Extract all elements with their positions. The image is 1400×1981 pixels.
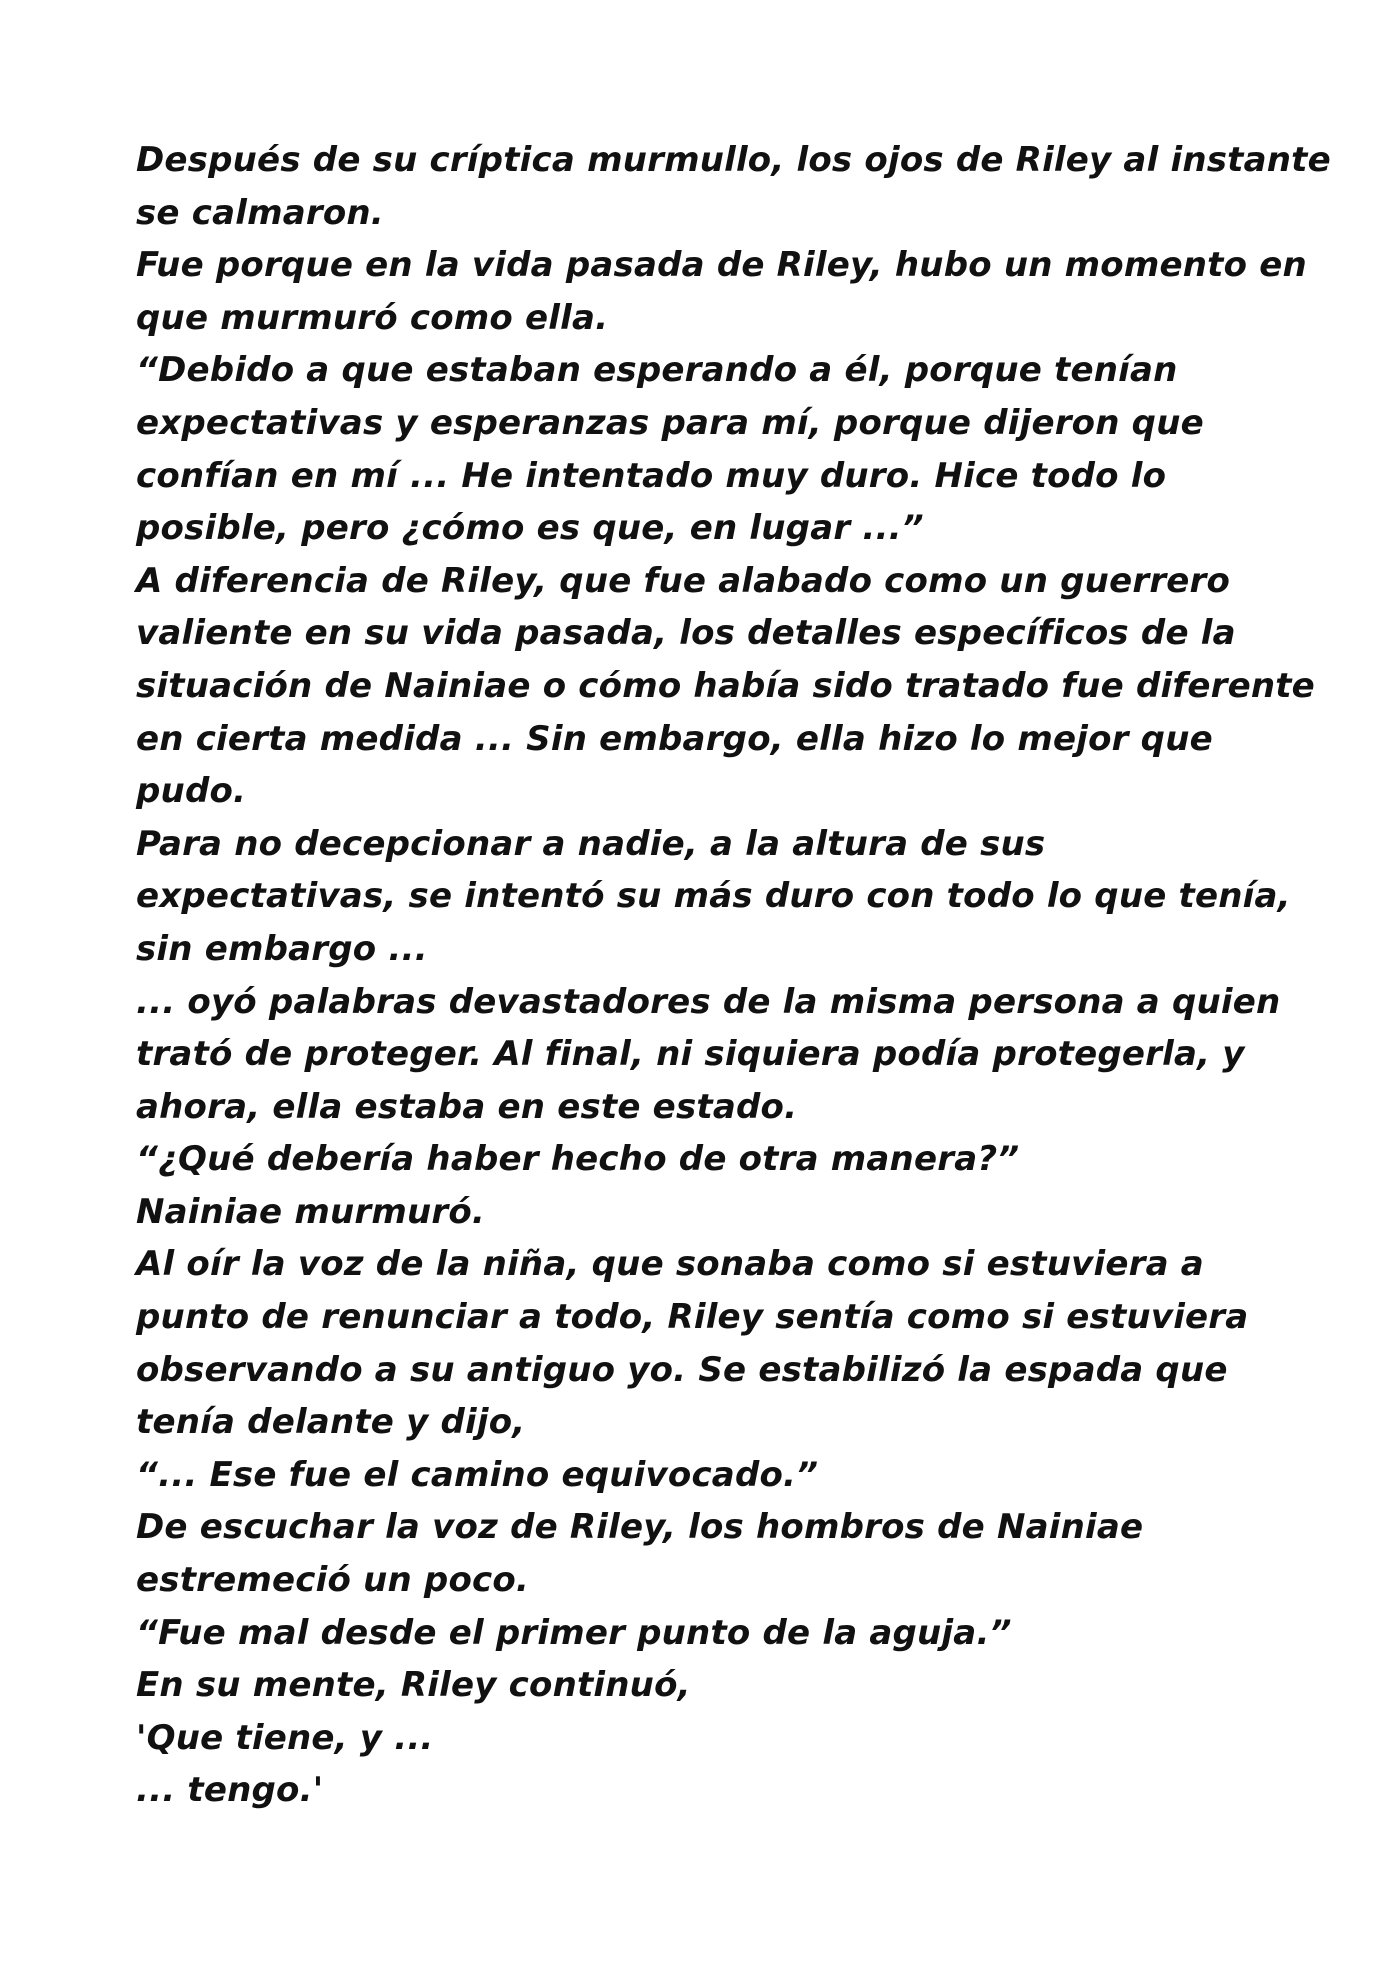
text-line: expectativas, se intentó su más duro con todo lo que tenía,: [136, 876, 1291, 917]
text-line: En su mente, Riley continuó,: [136, 1665, 691, 1706]
text-line: “... Ese fue el camino equivocado.”: [136, 1454, 819, 1495]
text-line: 'Que tiene, y ...: [136, 1717, 434, 1758]
text-line: A diferencia de Riley, que fue alabado como un guerrero: [136, 560, 1231, 601]
text-line: punto de renunciar a todo, Riley sentía como si estuviera: [136, 1297, 1249, 1338]
text-line: “Debido a que estaban esperando a él, porque tenían: [136, 350, 1178, 391]
text-line: Al oír la voz de la niña, que sonaba como si estuviera a: [136, 1244, 1204, 1285]
text-line: posible, pero ¿cómo es que, en lugar ...”: [136, 508, 924, 549]
text-line: ... tengo.': [136, 1770, 324, 1811]
text-line: en cierta medida ... Sin embargo, ella hizo lo mejor que: [136, 718, 1213, 759]
text-line: Fue porque en la vida pasada de Riley, hubo un momento en: [136, 245, 1307, 286]
text-line: estremeció un poco.: [136, 1560, 530, 1601]
text-line: valiente en su vida pasada, los detalles específicos de la: [136, 613, 1236, 654]
text-line: “Fue mal desde el primer punto de la aguja.”: [136, 1612, 1012, 1653]
text-line: situación de Nainiae o cómo había sido tratado fue diferente: [136, 665, 1315, 706]
text-line: sin embargo ...: [136, 928, 428, 969]
text-line: se calmaron.: [136, 192, 384, 233]
text-line: observando a su antiguo yo. Se estabilizó la espada que: [136, 1349, 1228, 1390]
text-line: trató de proteger. Al final, ni siquiera podía protegerla, y: [136, 1034, 1245, 1075]
text-line: ... oyó palabras devastadores de la misma persona a quien: [136, 981, 1281, 1022]
text-line: que murmuró como ella.: [136, 297, 609, 338]
text-line: Nainiae murmuró.: [136, 1191, 486, 1232]
text-line: confían en mí ... He intentado muy duro. Hice todo lo: [136, 455, 1167, 496]
text-line: “¿Qué debería haber hecho de otra manera?”: [136, 1139, 1020, 1180]
body-text: [136, 134, 1331, 1817]
text-line: Después de su críptica murmullo, los ojos de Riley al instante: [136, 140, 1331, 180]
text-line: pudo.: [136, 771, 247, 812]
text-line: tenía delante y dijo,: [136, 1402, 526, 1443]
text-line: ahora, ella estaba en este estado.: [136, 1086, 798, 1127]
text-line: Para no decepcionar a nadie, a la altura de sus: [136, 823, 1046, 864]
text-line: expectativas y esperanzas para mí, porque dijeron que: [136, 402, 1204, 443]
text-line: De escuchar la voz de Riley, los hombros de Nainiae: [136, 1507, 1144, 1548]
